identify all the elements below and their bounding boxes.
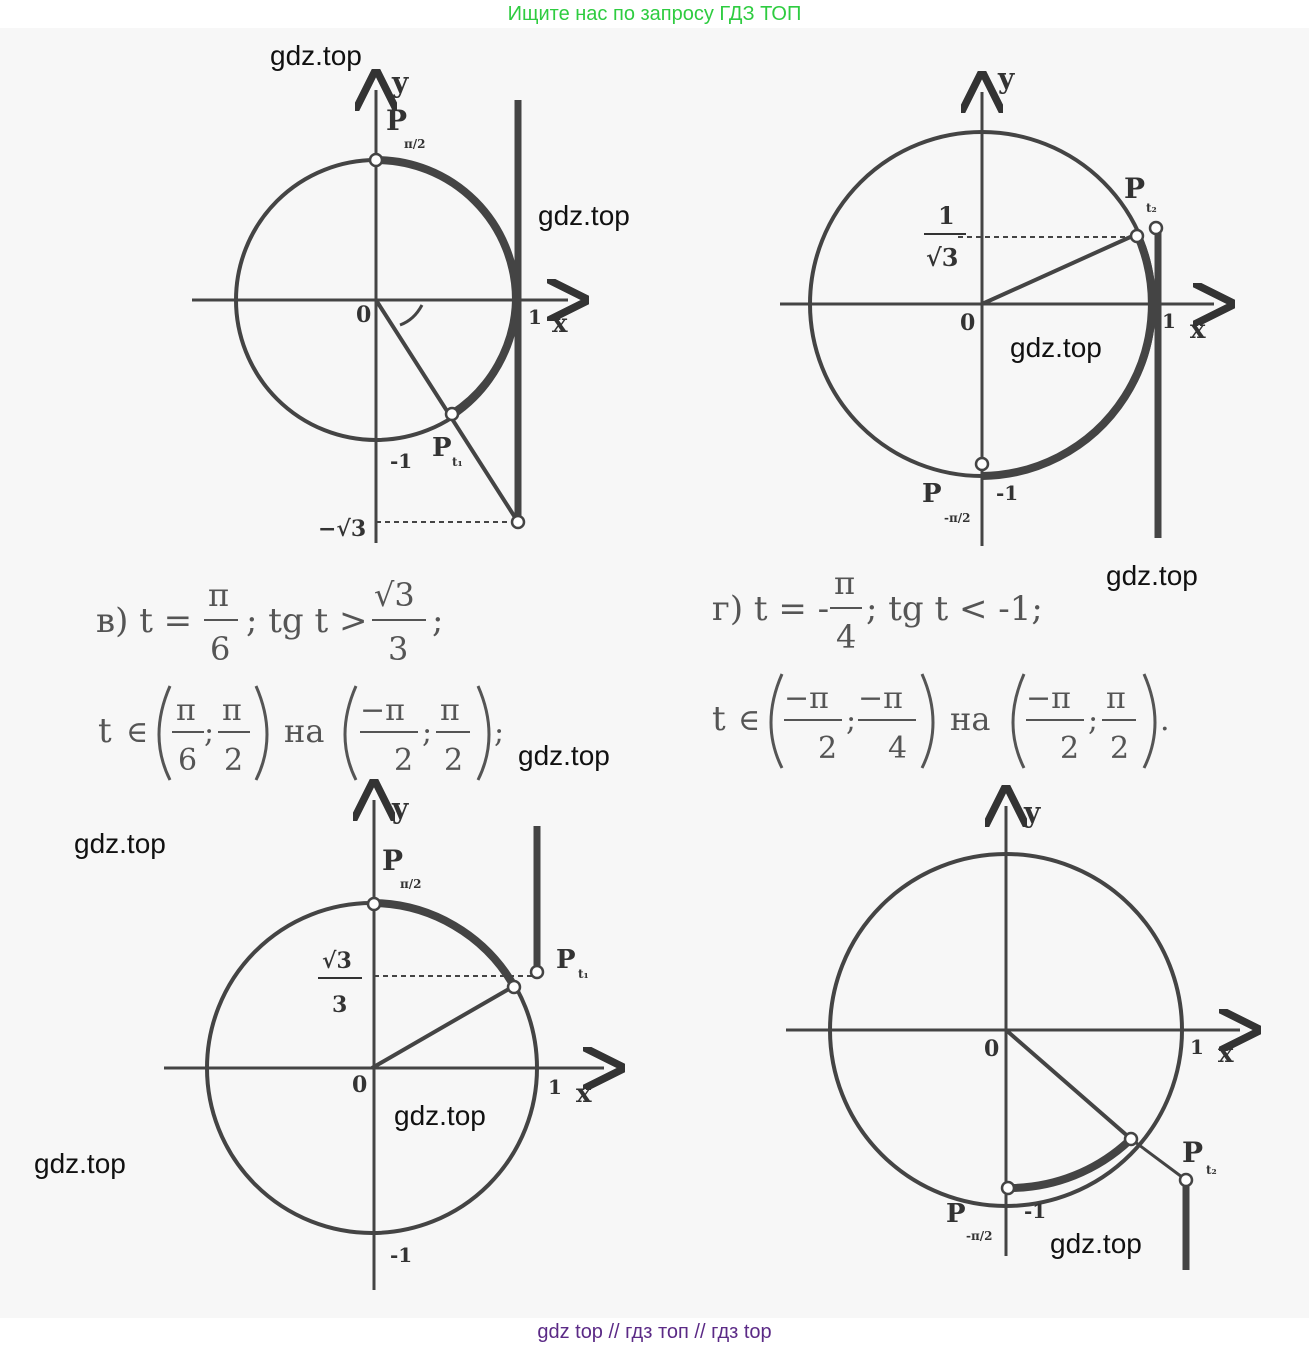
figure-top-right	[780, 92, 1214, 546]
p-label: P	[382, 844, 404, 877]
watermark: gdz.top	[1106, 560, 1198, 591]
v-t: t	[98, 711, 112, 751]
g-int1-b-den: 4	[888, 731, 908, 766]
point-p-pi2	[370, 154, 382, 166]
minus-one-label: -1	[390, 1243, 413, 1267]
watermark: gdz.top	[74, 828, 166, 859]
figure-top-left-labels	[318, 66, 568, 542]
g-int1-a-num: −π	[784, 681, 829, 716]
frac-den: 3	[332, 992, 348, 1018]
g-int1-b-num: −π	[858, 681, 903, 716]
watermark: gdz.top	[1050, 1228, 1142, 1259]
g-int2-a-num: −π	[1026, 681, 1071, 716]
point-p-t	[1125, 1133, 1137, 1145]
figures-canvas	[0, 28, 1309, 1318]
frac-num: 1	[938, 201, 955, 230]
minus-one-label: -1	[996, 481, 1019, 505]
p-t1-label: P	[556, 945, 576, 975]
footer-banner	[0, 1318, 1309, 1348]
y-label: y	[392, 792, 409, 825]
g-int1-a-den: 2	[818, 731, 838, 766]
one-label: 1	[548, 1075, 562, 1099]
angle-arc	[400, 305, 422, 325]
watermark: gdz.top	[394, 1100, 486, 1131]
point-p-mpi2	[1002, 1182, 1014, 1194]
v-sqrt3: √3	[374, 576, 415, 614]
v-int1-a-num: π	[176, 693, 196, 728]
p-mpi2-subscript: -π/2	[944, 511, 971, 525]
header-banner	[0, 0, 1309, 28]
p-t2-label: P	[1124, 172, 1146, 205]
origin-label: 0	[356, 302, 372, 328]
g-int2-b-num: π	[1106, 681, 1126, 716]
v-in: ∈	[126, 715, 149, 750]
minus-sqrt3-label: −√3	[318, 516, 367, 542]
p-label: P	[386, 104, 408, 137]
g-line2-end: .	[1160, 703, 1170, 738]
ray-extension	[1131, 1139, 1186, 1180]
origin-label: 0	[352, 1072, 368, 1098]
highlighted-arc	[1008, 1139, 1131, 1188]
g-pi: π	[834, 564, 856, 602]
point-p-t2	[1131, 230, 1143, 242]
point-p-t1	[508, 981, 520, 993]
g-semi2: ;	[1088, 703, 1099, 738]
p-t2-label: P	[1182, 1136, 1204, 1169]
v-na: на	[284, 712, 325, 750]
ray-line	[982, 234, 1137, 304]
watermark: gdz.top	[518, 740, 610, 771]
watermark: gdz.top	[270, 40, 362, 71]
point-p-mpi2	[976, 458, 988, 470]
p-t1-label: P	[432, 433, 452, 463]
v-line1-end: ;	[432, 601, 444, 641]
minus-one-label: -1	[390, 449, 413, 473]
p-t2-subscript: t₂	[1206, 1163, 1217, 1177]
v-line1-prefix: в) t =	[96, 601, 193, 641]
v-pi: π	[208, 576, 230, 614]
p-t1-subscript: t₁	[452, 455, 463, 469]
origin-label: 0	[960, 310, 976, 336]
g-t: t	[712, 699, 726, 739]
ray-line	[1006, 1030, 1131, 1139]
footer-text: gdz top // гдз топ // гдз top	[537, 1321, 772, 1343]
p-subscript: π/2	[404, 137, 426, 151]
origin-label: 0	[984, 1036, 1000, 1062]
one-label: 1	[1190, 1035, 1204, 1059]
p-subscript: π/2	[400, 877, 422, 891]
y-label: y	[392, 66, 409, 99]
watermark: gdz.top	[1010, 332, 1102, 363]
watermark: gdz.top	[34, 1148, 126, 1179]
figure-bottom-left-labels	[318, 792, 592, 1267]
p-mpi2-label: P	[922, 479, 942, 509]
g-int2-b-den: 2	[1110, 731, 1130, 766]
g-int2-a-den: 2	[1060, 731, 1080, 766]
v-six: 6	[210, 630, 231, 668]
ray-line	[372, 986, 514, 1068]
g-line1-end: ; tg t < -1;	[866, 589, 1043, 629]
y-label: y	[998, 62, 1015, 95]
p-t1-subscript: t₁	[578, 967, 589, 981]
frac-den: √3	[926, 243, 959, 272]
one-label: 1	[528, 305, 542, 329]
g-line1-prefix: г) t = -	[712, 589, 830, 629]
frac-num: √3	[322, 948, 352, 974]
v-int2-b-den: 2	[444, 743, 464, 778]
point-p-t1	[446, 408, 458, 420]
v-semi: ;	[204, 715, 215, 750]
x-label: x	[1190, 315, 1206, 345]
point-tangent	[531, 966, 543, 978]
figure-top-left	[192, 90, 568, 543]
figure-bottom-right	[786, 806, 1240, 1270]
problem-g	[712, 564, 1170, 768]
v-three: 3	[388, 630, 409, 668]
p-mpi2-subscript: -π/2	[966, 1229, 993, 1243]
v-int2-b-num: π	[440, 693, 460, 728]
point-tangent	[512, 516, 524, 528]
highlighted-arc	[372, 903, 514, 986]
x-label: x	[576, 1079, 592, 1109]
v-int1-a-den: 6	[178, 743, 198, 778]
v-int1-b-num: π	[222, 693, 242, 728]
p-mpi2-label: P	[946, 1199, 966, 1229]
point-tangent	[1180, 1174, 1192, 1186]
y-label: y	[1024, 796, 1041, 829]
minus-one-label: -1	[1024, 1199, 1047, 1223]
point-p-pi2	[368, 898, 380, 910]
x-label: x	[552, 309, 568, 339]
v-semi2: ;	[422, 715, 433, 750]
watermark: gdz.top	[538, 200, 630, 231]
point-tangent	[1150, 222, 1162, 234]
v-mid: ; tg t >	[246, 601, 368, 641]
g-na: на	[950, 700, 991, 738]
g-in: ∈	[738, 703, 761, 738]
header-text: Ищите нас по запросу ГДЗ ТОП	[507, 3, 802, 25]
v-int1-b-den: 2	[224, 743, 244, 778]
g-four: 4	[836, 618, 857, 656]
g-semi: ;	[846, 703, 857, 738]
v-line2-end: ;	[494, 715, 505, 750]
scanned-page	[0, 28, 1309, 1318]
v-int2-a-den: 2	[394, 743, 414, 778]
highlighted-arc	[376, 160, 516, 414]
x-label: x	[1218, 1039, 1234, 1069]
p-t2-subscript: t₂	[1146, 201, 1157, 215]
one-label: 1	[1162, 309, 1176, 333]
problem-v	[96, 576, 504, 780]
v-int2-a-num: −π	[360, 693, 405, 728]
